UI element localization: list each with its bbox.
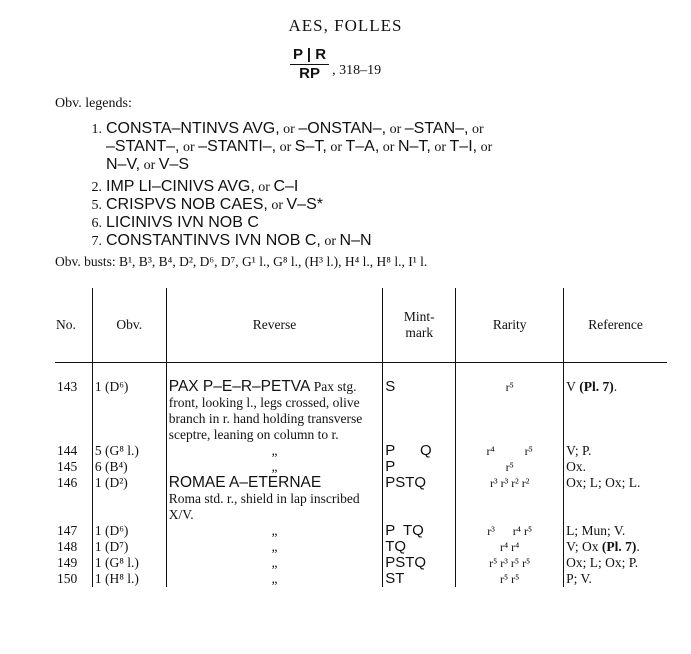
row-number — [55, 459, 92, 475]
legend-text: N–N — [339, 232, 372, 249]
obv-type: 6 (B⁴) — [94, 459, 128, 474]
or-connector: or — [254, 180, 274, 195]
header-reference: Reference — [564, 288, 667, 363]
or-connector: or — [326, 140, 346, 155]
legend-text: CONSTA–NTINVS AVG, — [106, 120, 280, 137]
row-obv — [92, 523, 166, 539]
table-row — [55, 555, 667, 571]
row-reverse — [166, 363, 382, 444]
header-rarity: Rarity — [456, 288, 564, 363]
legend-number: 7. — [91, 234, 102, 249]
date-range: , 318–19 — [332, 62, 382, 78]
mint-mark-fraction — [290, 46, 329, 83]
row-rarity — [456, 555, 564, 571]
row-rarity — [456, 443, 564, 459]
obv-type: 5 (G⁸ l.) — [94, 443, 139, 458]
or-connector: or — [468, 122, 484, 137]
ditto-mark: „ — [271, 443, 278, 458]
coin-table — [55, 288, 667, 587]
page-title: AES, FOLLES — [288, 16, 403, 35]
row-obv — [92, 555, 166, 571]
legend-number: 5. — [91, 198, 102, 213]
legend-item — [64, 178, 654, 196]
or-connector: or — [179, 140, 199, 155]
legend-text: V–S* — [286, 196, 323, 213]
reference-text: V; Ox — [566, 539, 599, 554]
legend-item — [64, 120, 654, 174]
row-number-text: 150 — [57, 571, 78, 586]
row-rarity — [456, 459, 564, 475]
obv-type: 1 (D⁶) — [94, 523, 129, 538]
row-reverse — [166, 459, 382, 475]
rarity-text: r³ r³ r² r² — [490, 476, 530, 490]
reference-text: V; P. — [566, 443, 592, 458]
ditto-mark: „ — [271, 571, 278, 586]
mintmark-text: P TQ — [385, 522, 424, 539]
plate-reference: (Pl. 7) — [575, 379, 614, 394]
legend-text: IMP LI–CINIVS AVG, — [106, 178, 255, 195]
reference-text: L; Mun; V. — [566, 523, 626, 538]
header-no: No. — [55, 288, 92, 363]
row-reference — [564, 475, 667, 523]
mintmark-text: PSTQ — [385, 554, 427, 571]
row-rarity — [456, 571, 564, 587]
header-reverse: Reverse — [166, 288, 382, 363]
or-connector: or — [477, 140, 493, 155]
row-obv — [92, 443, 166, 459]
obv-type: 1 (H⁸ l.) — [94, 571, 139, 586]
rarity-text: r⁵ r³ r⁵ r⁵ — [489, 556, 531, 570]
row-obv — [92, 571, 166, 587]
obv-type: 1 (D⁷) — [94, 539, 129, 554]
row-number — [55, 363, 92, 444]
legend-line — [64, 178, 654, 196]
reference-tail: . — [613, 379, 618, 394]
obv-type: 1 (G⁸ l.) — [94, 555, 139, 570]
row-reverse — [166, 523, 382, 539]
legend-text: CRISPVS NOB CAES, — [106, 196, 268, 213]
row-mintmark — [383, 443, 456, 459]
obv-busts-line: Obv. busts: B¹, B³, B⁴, D², D⁶, D⁷, G¹ l., G⁸ l., (H³ l.), H⁴ l., H⁸ l., I¹ l. — [55, 254, 428, 269]
table-row — [55, 523, 667, 539]
row-obv — [92, 459, 166, 475]
obv-type: 1 (D²) — [94, 475, 128, 490]
legend-text: LICINIVS IVN NOB C — [106, 214, 259, 231]
reference-text: Ox; L; Ox; P. — [566, 555, 639, 570]
mintmark-text: P — [385, 458, 396, 475]
row-mintmark — [383, 523, 456, 539]
legend-line — [64, 138, 654, 156]
row-reverse — [166, 475, 382, 523]
row-mintmark — [383, 571, 456, 587]
legend-text: N–T, — [397, 138, 431, 155]
row-reverse — [166, 555, 382, 571]
mint-denominator: RP — [299, 65, 320, 82]
row-reference — [564, 571, 667, 587]
ditto-mark: „ — [271, 539, 278, 554]
row-obv — [92, 475, 166, 523]
table-row — [55, 459, 667, 475]
plate-reference: (Pl. 7) — [598, 539, 637, 554]
legend-text: N–V, — [106, 156, 141, 173]
row-number-text: 149 — [57, 555, 78, 570]
header-obv: Obv. — [92, 288, 166, 363]
row-rarity — [456, 539, 564, 555]
legend-line — [64, 214, 654, 232]
rarity-text: r⁵ r⁵ — [500, 572, 520, 586]
row-number — [55, 555, 92, 571]
row-reverse — [166, 539, 382, 555]
reverse-description: Roma std. r., shield in lap inscribed X/V. — [168, 491, 360, 522]
legend-text: –ONSTAN–, — [298, 120, 387, 137]
row-number — [55, 571, 92, 587]
row-reference — [564, 443, 667, 459]
legend-item — [64, 214, 654, 232]
row-rarity — [456, 363, 564, 444]
or-connector: or — [386, 122, 405, 137]
header-mintmark — [383, 288, 456, 363]
row-rarity — [456, 475, 564, 523]
row-mintmark — [383, 459, 456, 475]
mint-numerator: P | R — [290, 46, 329, 65]
reference-text: Ox; L; Ox; L. — [566, 475, 641, 490]
legend-line — [64, 232, 654, 250]
obv-legends-heading: Obv. legends: — [55, 96, 132, 111]
legend-number: 2. — [91, 180, 102, 195]
row-number — [55, 539, 92, 555]
legend-number: 1. — [91, 122, 102, 137]
reverse-legend: PAX P–E–R–PETVA — [168, 378, 311, 395]
reference-text: V — [566, 379, 576, 394]
ditto-mark: „ — [271, 555, 278, 570]
header-mint-line2: mark — [405, 325, 434, 340]
legend-text: –STANTI–, — [198, 138, 277, 155]
reference-tail: . — [636, 539, 640, 554]
ditto-mark: „ — [271, 523, 278, 538]
row-number-text: 145 — [57, 459, 78, 474]
row-mintmark — [383, 539, 456, 555]
reverse-legend: ROMAE A–ETERNAE — [168, 474, 322, 491]
row-number-text: 148 — [57, 539, 78, 554]
rarity-text: r⁵ — [505, 460, 514, 474]
or-connector: or — [276, 140, 295, 155]
row-mintmark — [383, 475, 456, 523]
legend-text: –STAN–, — [404, 120, 469, 137]
legend-line — [64, 196, 654, 214]
rarity-text: r³ r⁴ r⁵ — [487, 524, 533, 538]
row-rarity — [456, 523, 564, 539]
ditto-mark: „ — [271, 459, 278, 474]
row-mintmark — [383, 363, 456, 444]
table-row — [55, 475, 667, 523]
legend-text: CONSTANTINVS IVN NOB C, — [106, 232, 321, 249]
legend-text: C–I — [273, 178, 299, 195]
row-reference — [564, 459, 667, 475]
legend-number: 6. — [91, 216, 102, 231]
obv-type: 1 (D⁶) — [94, 379, 129, 394]
row-number — [55, 523, 92, 539]
reference-text: Ox. — [566, 459, 586, 474]
row-number — [55, 475, 92, 523]
mintmark-text: PSTQ — [385, 474, 427, 491]
or-connector: or — [267, 198, 287, 213]
reverse-description: Pax stg. front, looking l., legs crossed, olive branch in r. hand holding transverse sceptre, leaning on column to r. — [168, 379, 363, 442]
table-row — [55, 443, 667, 459]
or-connector: or — [379, 140, 398, 155]
legend-text: T–I, — [449, 138, 478, 155]
table-body — [55, 363, 667, 588]
legend-item — [64, 196, 654, 214]
row-reverse — [166, 571, 382, 587]
rarity-text: r⁴ r⁵ — [486, 444, 533, 458]
mint-fraction — [290, 46, 381, 83]
row-number-text: 144 — [57, 443, 78, 458]
legend-item — [64, 232, 654, 250]
row-number — [55, 443, 92, 459]
rarity-text: r⁵ — [505, 380, 514, 394]
table-row — [55, 571, 667, 587]
mintmark-text: ST — [385, 570, 405, 587]
or-connector: or — [279, 122, 299, 137]
reference-text: P; V. — [566, 571, 592, 586]
row-obv — [92, 539, 166, 555]
row-mintmark — [383, 555, 456, 571]
legend-text: –STANT–, — [106, 138, 180, 155]
table-row — [55, 539, 667, 555]
or-connector: or — [320, 234, 340, 249]
row-reference — [564, 363, 667, 444]
header-mint-line1: Mint- — [403, 309, 435, 324]
row-reference — [564, 523, 667, 539]
rarity-text: r⁴ r⁴ — [500, 540, 520, 554]
or-connector: or — [140, 158, 159, 173]
legend-text: S–T, — [294, 138, 327, 155]
legend-text: T–A, — [345, 138, 380, 155]
row-obv — [92, 363, 166, 444]
row-number-text: 143 — [57, 379, 78, 394]
legend-line — [64, 156, 654, 174]
row-reference — [564, 539, 667, 555]
mintmark-text: P Q — [385, 442, 432, 459]
table-header-row — [55, 288, 667, 363]
table-row — [55, 363, 667, 444]
row-number-text: 146 — [57, 475, 78, 490]
row-reference — [564, 555, 667, 571]
legend-line — [64, 120, 654, 138]
mintmark-text: S — [385, 378, 396, 395]
or-connector: or — [430, 140, 450, 155]
legend-text: V–S — [158, 156, 190, 173]
row-reverse — [166, 443, 382, 459]
mintmark-text: TQ — [385, 538, 407, 555]
row-number-text: 147 — [57, 523, 78, 538]
